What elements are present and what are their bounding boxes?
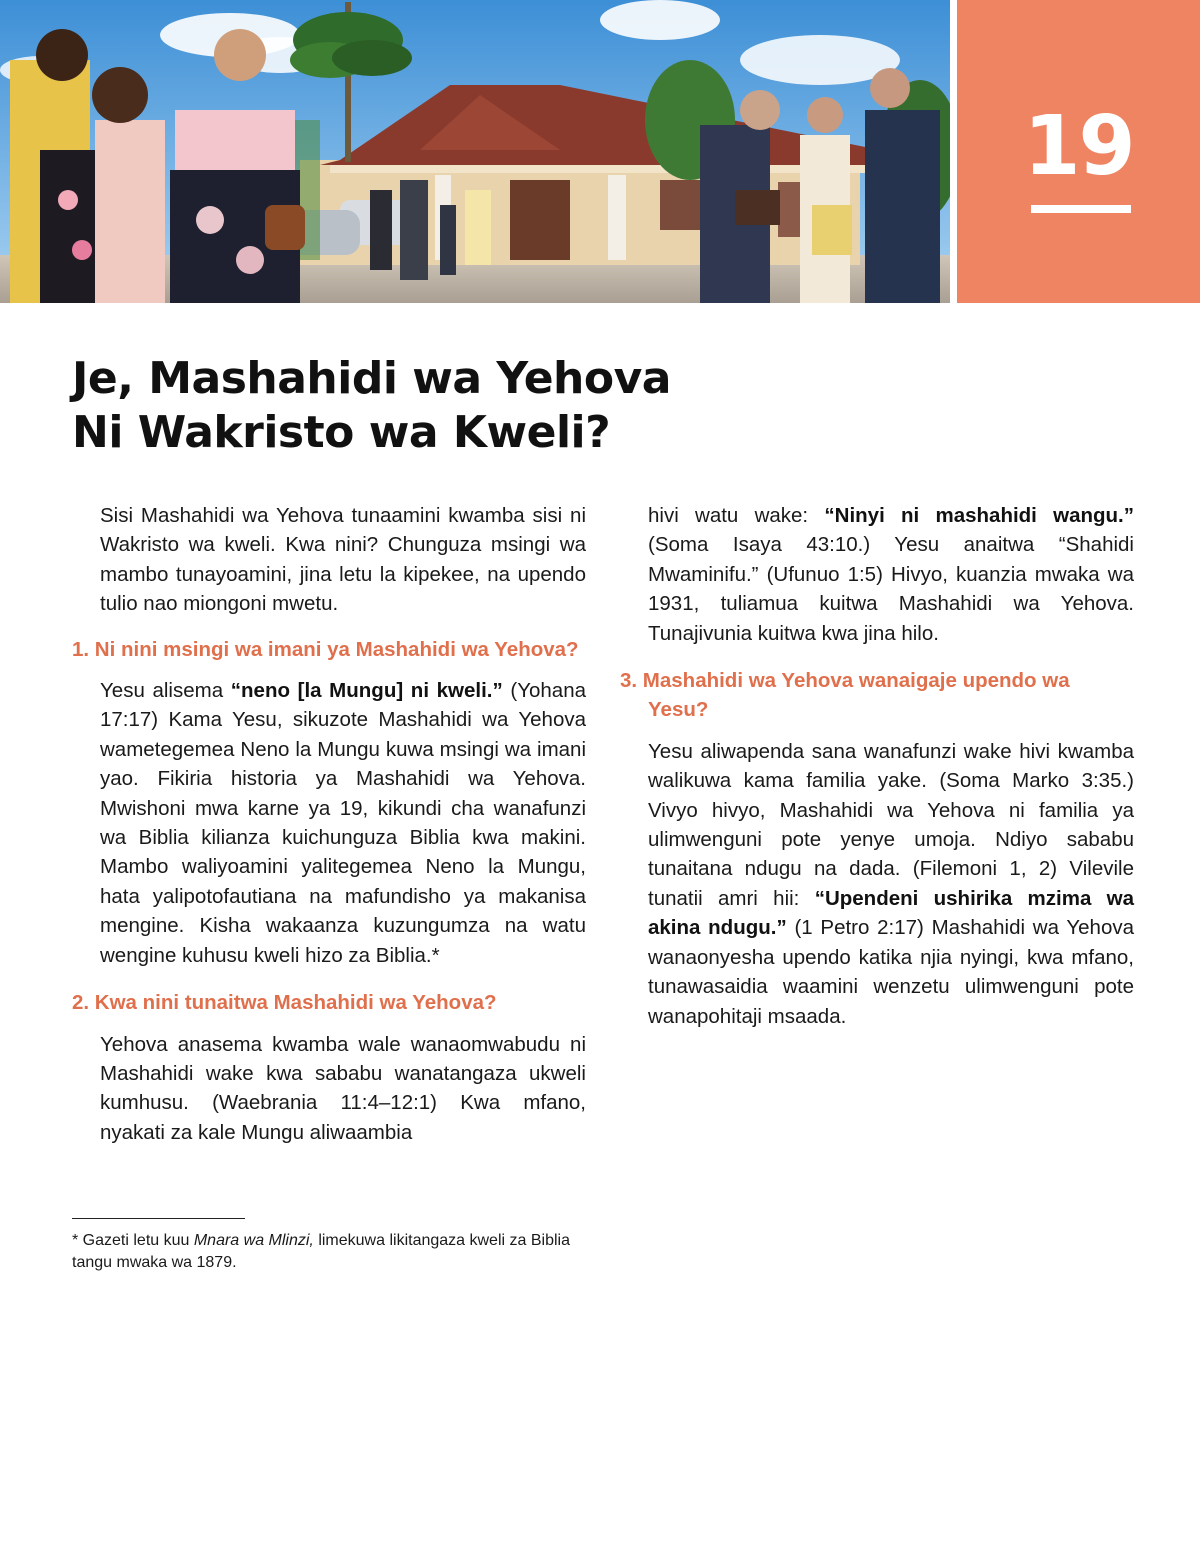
section-2-paragraph-continued: [648, 501, 1134, 648]
footnote-text-end: limekuwa likitangaza kweli za Biblia tangu mwaka wa 1879.: [72, 1232, 570, 1271]
section-2-heading: 2. Kwa nini tunaitwa Mashahidi wa Yehova?: [72, 991, 497, 1015]
section-3-text-end: (1 Petro 2:17) Mashahidi wa Yehova wanaonyesha upendo katika njia nyingi, kwa mfano, tunawasaidia waamini wenzetu ulimwenguni pote wanapohitaji msaada.: [648, 916, 1134, 1028]
footnote: [72, 1230, 592, 1274]
section-3-quote: “Upendeni ushirika mzima wa akina ndugu.”: [648, 886, 1135, 940]
section-1-text-end: (Yohana 17:17) Kama Yesu, sikuzote Mashahidi wa Yehova wametegemea Neno la Mungu kuwa msingi wa imani yao. Fikiria historia ya Mashahidi wa Yehova. Mwishoni mwa karne ya 19, kikundi cha wanafunzi wa Biblia kilianza kuichunguza Biblia kwa makini. Mambo waliyoamini yalitegemea Neno la Mungu, hata yalipotofautiana na mafundisho ya makanisa mengine. Kisha wakaanza kuzungumza na watu wengine kuhusu kweli hizo za Biblia.*: [100, 679, 587, 967]
title-line-1: Je, Mashahidi wa Yehova: [72, 353, 671, 404]
photo-illustration: [0, 0, 950, 303]
section-1-text-start: Yesu alisema: [100, 679, 231, 703]
left-column: [72, 501, 586, 1147]
section-2-cont-start: hivi watu wake:: [648, 504, 825, 527]
section-3-paragraph: [648, 737, 1134, 1031]
section-3-heading: 3. Mashahidi wa Yehova wanaigaje upendo wa Yesu?: [620, 669, 1070, 722]
section-1-paragraph: [100, 676, 586, 970]
footnote-text-start: * Gazeti letu kuu: [72, 1232, 194, 1249]
intro-paragraph: Sisi Mashahidi wa Yehova tunaamini kwamba sisi ni Wakristo wa kweli. Kwa nini? Chunguza msingi wa mambo tunayoamini, jina letu la kipekee, na upendo tulio nao miongoni mwetu.: [100, 504, 586, 616]
lesson-number-block: [957, 0, 1200, 303]
page-title: [72, 352, 671, 460]
title-line-2: Ni Wakristo wa Kweli?: [72, 407, 611, 458]
section-2-paragraph: Yehova anasema kwamba wale wanaomwabudu ni Mashahidi wake kwa sababu wanatangaza ukweli kumhusu. (Waebrania 11:4–12:1) Kwa mfano, nyakati za kale Mungu aliwaambia: [100, 1032, 586, 1144]
section-2-cont-end: (Soma Isaya 43:10.) Yesu anaitwa “Shahidi Mwaminifu.” (Ufunuo 1:5) Hivyo, kuanzia mwaka wa 1931, tuliamua kuitwa Mashahidi wa Yehova. Tunajivunia kuitwa kwa jina hilo.: [648, 533, 1134, 645]
section-1-heading: 1. Ni nini msingi wa imani ya Mashahidi wa Yehova?: [72, 637, 579, 661]
section-1-quote: “neno [la Mungu] ni kweli.”: [230, 679, 503, 703]
section-3-text-start: Yesu aliwapenda sana wanafunzi wake hivi kwamba walikuwa kama familia yake. (Soma Marko 3:35.) Vivyo hivyo, Mashahidi wa Yehova ni familia ya ulimwenguni pote yenye umoja. Ndiyo sababu tunaitana ndugu na dada. (Filemoni 1, 2) Vilevile tunatii amri hii:: [648, 739, 1134, 910]
section-2-quote: “Ninyi ni mashahidi wangu.”: [824, 504, 1134, 527]
footnote-magazine-title: Mnara wa Mlinzi,: [193, 1232, 314, 1249]
right-column: [620, 501, 1134, 1031]
lesson-number-underline: [1031, 205, 1131, 213]
lesson-number: 19: [1023, 99, 1134, 194]
footnote-divider: [72, 1218, 245, 1219]
header-photo: [0, 0, 950, 303]
